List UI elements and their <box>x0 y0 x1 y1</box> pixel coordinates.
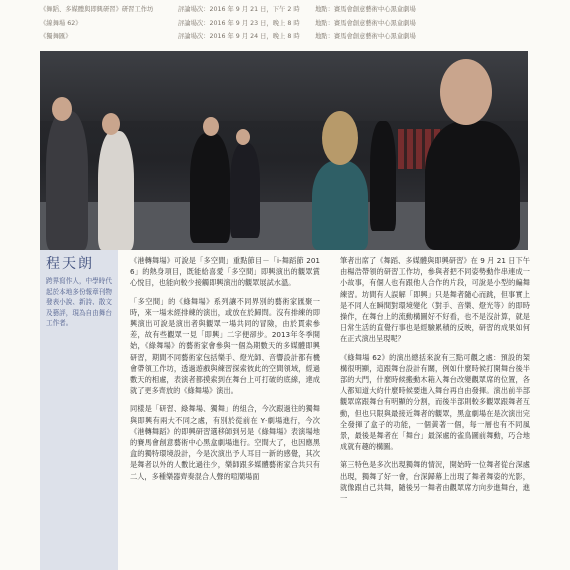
header-venue: 地點：賽馬會創意藝術中心黑盒劇場 <box>315 20 416 27</box>
dancer-figure <box>425 121 520 250</box>
header-title: 《線舞場 62》 <box>40 20 82 27</box>
dancer-figure <box>370 121 396 231</box>
article-column-right <box>340 255 530 511</box>
paragraph: 「多空間」的《綠舞場》系列讓不同界別的藝術家匯聚一時，來一場未經排練的演出，或放在於歸問。沒有排練的即興演出可說是演出者與觀眾一場共同的冒險，由於貫索參差，故有些觀眾一見「即興」二字便卻步。2013年冬季開始，《綠舞場》的藝術家會參與一個為期數天的多媒體即興研習，期間不同藝術家包括樂手、燈光師、音響設計都有機會帶領工作坊，透過遊戲與練習探索彼此的空間領域，經過數天的相處，表演者都摸索到在舞台上可打破的底線，達成就了更多齊放的《綠舞場》演出。 <box>130 296 320 396</box>
paragraph: 同樣是「研習、綠舞場、獨舞」的組合，今次跟過往的獨舞與即興有兩大不同之處，有別於從前在 Y‧劇場進行，今次《港轉舞蹈》的即興研習選移師到另是《綠舞場》表演場地的賽馬會創意藝術中心黑盒劇場進行。空間大了，也因應黑盒的獨特環境設計，今是次演出予人耳目一新的感覺，其次是舞者以外的人數比過往少，樂師跟多媒體藝術家合共只有二人，多種樂器齊奏混合人聲的喧鬧場面 <box>130 404 320 481</box>
dancer-head <box>236 129 250 145</box>
author-name: 程天朗 <box>46 256 94 272</box>
header-date: 評論場次：2016 年 9 月 21 日，下午 2 時 <box>178 6 300 13</box>
dancer-figure <box>230 143 260 238</box>
dancer-head <box>102 113 120 135</box>
paragraph: 《綠舞場 62》的演出總括來說有三點可觀之處：預設的架構很明顯，這跟舞台設計有關，例如什麼時候打開舞台後半部的大門，什麼時候搬動木箱入舞台改變觀眾席的位置，各人都知道大約什麼時候要進入舞台再自由發揮。演出前半部觀眾席跟舞台有明顯的分割，而後半部則較多觀眾跟舞者互動，但也只限與最接近舞者的觀眾，黑盒劇場在是次演出完全發揮了盒子的功能，一個黃著一個，每一層也有不同風景，最後是舞者在「舞台」最深處的雀鳥圖前舞動，巧合地成就有趣的構圖。 <box>340 352 530 452</box>
dancer-head <box>440 59 492 125</box>
header-venue: 地點：賽馬會創意藝術中心黑盒劇場 <box>315 33 416 40</box>
dancer-figure <box>98 131 134 250</box>
paragraph: 第三特色是多次出現獨舞的情況，開始時一位舞者從台深處出現，獨舞了好一會，台深歸幕上出現了舞者舞姿的光影，就像跟自己共舞，隨後另一舞者由觀眾席方向步進舞台，進一 <box>340 460 530 504</box>
paragraph: 筆者出席了《舞蹈、多媒體與即興研習》在 9 月 21 日下午由楊浩帶領的研習工作坊，參與者把不同姿勢動作串連成一小故事，有個人也有跟他人合作的片段，可說是小型的編舞練習。坊間有人誤解「即興」只是舞者隨心而跳，但事實上是不同人在瞬間對環境變化（對手、音樂、燈光等）的即時操作，在舞台上的流動構圖好不好看，也不是沒計算，就是日常生活的直覺行事也是經驗累積的反映，研習的成果如何在正式演出呈現呢？ <box>340 256 530 344</box>
performance-photo <box>40 51 528 250</box>
dancer-head <box>322 111 358 165</box>
article-column-left <box>130 255 320 489</box>
dancer-figure <box>190 133 230 243</box>
dancer-figure <box>46 111 88 250</box>
header-date: 評論場次：2016 年 9 月 23 日，晚上 8 時 <box>178 20 300 27</box>
header-title: 《獨舞匯》 <box>40 33 72 40</box>
header-date: 評論場次：2016 年 9 月 24 日，晚上 8 時 <box>178 33 300 40</box>
paragraph: 《港轉舞場》可說是「多空間」重點節目－「i-舞蹈節 2016」的熱身項目，既能給喜愛「多空間」即興演出的觀眾賞心悅目，也能向較少接觸即興演出的觀眾展試水溫。 <box>130 256 320 288</box>
dancer-head <box>203 117 219 136</box>
header-venue: 地點：賽馬會創意藝術中心黑盒劇場 <box>315 6 416 13</box>
dancer-figure <box>312 161 368 250</box>
author-bio: 跨界寫作人，中學時代起於本地多份報章刊物發表小說、新詩、散文及藝評，現為自由舞台工作者。 <box>46 277 112 327</box>
header-title: 《舞蹈、多媒體與即興研習》研習工作坊 <box>40 6 154 13</box>
dancer-head <box>52 97 72 121</box>
